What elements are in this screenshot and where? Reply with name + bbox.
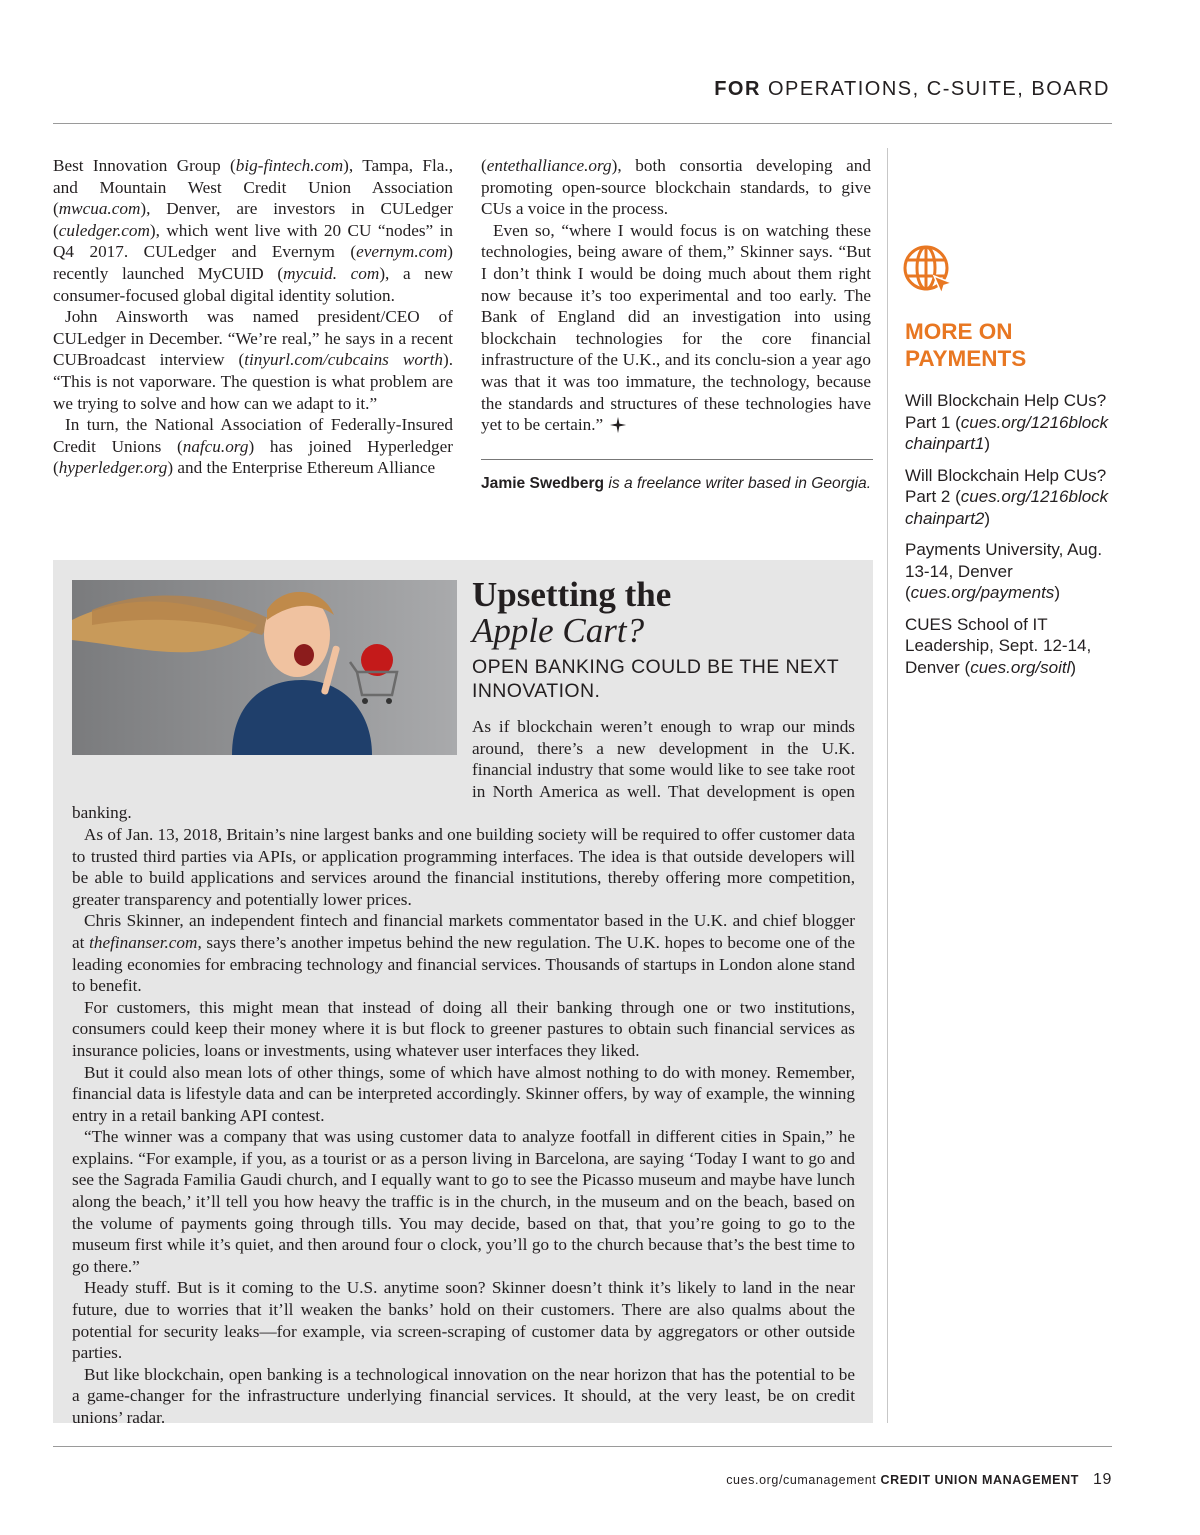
footer-rule [53, 1446, 1112, 1447]
paragraph: John Ainsworth was named president/CEO of CULedger in December. “We’re real,” he says in a recent CUBroadcast interview (tinyurl.com/cubcains worth). “This is not vaporware. The question is what problem are we trying to solve and how can we adapt to it.” [53, 307, 454, 413]
paragraph: “The winner was a company that was using customer data to analyze footfall in different cities in Spain,” he explains. “For example, if you, as a tourist or as a person living in Barcelona, are saying ‘Today I want to go and see the Sagrada Familia Gaudi church, and I equally want to go to see the Picasso museum and maybe have lunch along the beach,’ it’ll tell you how heavy the traffic is in the church, in the museum and on the beach, based on the volume of payments going through tills. You may decide, based on that, that you’re going to go to the museum first while it’s quiet, and then around four o clock, you’ll go to the church because that’s the best time to go there.” [72, 1127, 855, 1276]
paragraph: Heady stuff. But is it coming to the U.S. anytime soon? Skinner doesn’t think it’s likely to land in the near future, due to worries that it’ll weaken the banks’ hold on their customers. There are also qualms about the potential for security leaks—for example, via screen-scraping of customer data by aggregators or other outside parties. [72, 1278, 855, 1363]
paragraph: But it could also mean lots of other things, some of which have almost nothing to do with money. Remember, financial data is lifestyle data and can be interpreted accordingly. Skinner offers, by way of example, the winning entry in a retail banking API contest. [72, 1062, 855, 1125]
paragraph: Even so, “where I would focus is on watching these technologies, being aware of them,” Skinner says. “But I don’t think I would be doing much about them right now because it’s too experimental and too early. The Bank of England did an investigation into using blockchain technologies for the core financial infrastructure of the U.K., and its conclu-sion a year ago was that it was too immature, the technology, because the standards and structures of these technologies have yet to be certain.” [481, 220, 871, 435]
sidebar-item: CUES School of IT Leadership, Sept. 12-14, Denver (cues.org/soitl) [905, 614, 1092, 677]
sidebar-divider [887, 148, 888, 1423]
sidebar-item: Will Blockchain Help CUs? Part 1 (cues.org/1216block chainpart1) [905, 391, 1109, 453]
byline-rule [481, 459, 873, 460]
paragraph: But like blockchain, open banking is a technological innovation on the near horizon that has the potential to be a game-changer for the infrastructure underlying financial services. It should, at the very least, be on credit unions’ radar. [72, 1364, 855, 1427]
link: hyperledger.org [58, 458, 168, 478]
article-column-1 [53, 155, 453, 479]
header-rest: OPERATIONS, C-SUITE, BOARD [768, 78, 1110, 100]
paragraph: As of Jan. 13, 2018, Britain’s nine largest banks and one building society will be required to offer customer data to trusted third parties via APIs, or application programming interfaces. The idea is that outside developers will be able to build applications and services around the financial institutions, thereby offering more competition, greater transparency and potentially lower prices. [72, 824, 855, 909]
paragraph: For customers, this might mean that instead of doing all their banking through one or two institutions, consumers could keep their money where it is but flock to greener pastures to obtain such financial services as insurance policies, loans or investments, using whatever user interfaces they liked. [72, 997, 855, 1060]
link: nafcu.org [182, 436, 249, 456]
feature-title-line-1: Upsetting the [472, 575, 672, 614]
link: mwcua.com [58, 199, 141, 219]
sidebar-link[interactable]: cues.org/payments [910, 583, 1055, 602]
author-bio: is a freelance writer based in Georgia. [608, 475, 872, 492]
feature-subtitle: OPEN BANKING COULD BE THE NEXT INNOVATION. [472, 656, 839, 702]
header-bold: FOR [714, 78, 761, 100]
sidebar-link[interactable]: cues.org/1216block chainpart1 [905, 412, 1109, 453]
paragraph: (entethalliance.org), both consortia developing and promoting open-source blockchain standards, to give CUs a voice in the process. [481, 156, 871, 219]
footer-magazine: CREDIT UNION MANAGEMENT [880, 1473, 1079, 1487]
end-mark-icon [609, 416, 627, 434]
footer-url: cues.org/cumanagement [726, 1473, 877, 1487]
sidebar-list [905, 390, 1110, 688]
author-name: Jamie Swedberg [481, 475, 605, 492]
page-footer [726, 1471, 1112, 1489]
link: big-fintech.com [235, 156, 344, 175]
link: mycuid. com [283, 263, 380, 283]
feature-title-line-2: Apple Cart? [472, 611, 645, 650]
paragraph: As if blockchain weren’t enough to wrap our minds around, there’s a new development in the U.K. financial industry that some would like to see take root in North America as well. That development is open banking. [72, 717, 855, 823]
section-header [714, 78, 1110, 101]
feature-title [472, 577, 862, 649]
article-column-2 [481, 155, 871, 436]
link: tinyurl.com/cubcains worth [244, 350, 443, 370]
link: entethalliance.org [486, 156, 612, 175]
paragraph: In turn, the National Association of Federally-Insured Credit Unions (nafcu.org) has joined Hyperledger (hyperledger.org) and the Enterprise Ethereum Alliance [53, 415, 453, 478]
paragraph: Best Innovation Group (big-fintech.com), Tampa, Fla., and Mountain West Credit Union Association (mwcua.com), Denver, are investors in CULedger (culedger.com), which went live with 20 CU “nodes” in Q4 2017. CULedger and Evernym (evernym.com) recently launched MyCUID (mycuid. com), a new consumer-focused global digital identity solution. [53, 156, 453, 305]
sidebar-title: MORE ON PAYMENTS [905, 319, 1027, 371]
link: culedger.com [58, 220, 150, 240]
paragraph: Chris Skinner, an independent fintech and financial markets commentator based in the U.K. and chief blogger at thefinanser.com, says there’s another impetus behind the new regulation. The U.K. hopes to become one of the leading economies for embracing technology and financial services. Thousands of startups in London alone stand to benefit. [72, 911, 856, 996]
sidebar-link[interactable]: cues.org/soitl [970, 657, 1071, 677]
sidebar-link[interactable]: cues.org/1216block chainpart2 [905, 487, 1109, 528]
sidebar-item: Will Blockchain Help CUs? Part 2 (cues.org/1216block chainpart2) [905, 465, 1109, 528]
link: thefinanser.com [89, 932, 198, 952]
feature-body [72, 716, 855, 1429]
link: evernym.com [356, 242, 448, 262]
sidebar-item: Payments University, Aug. 13-14, Denver (cues.org/payments) [905, 540, 1103, 602]
photo-wrap-spacer [72, 716, 472, 781]
header-rule [53, 123, 1112, 124]
author-byline [481, 473, 873, 495]
globe-cursor-icon [901, 243, 955, 297]
page-number: 19 [1093, 1471, 1112, 1488]
